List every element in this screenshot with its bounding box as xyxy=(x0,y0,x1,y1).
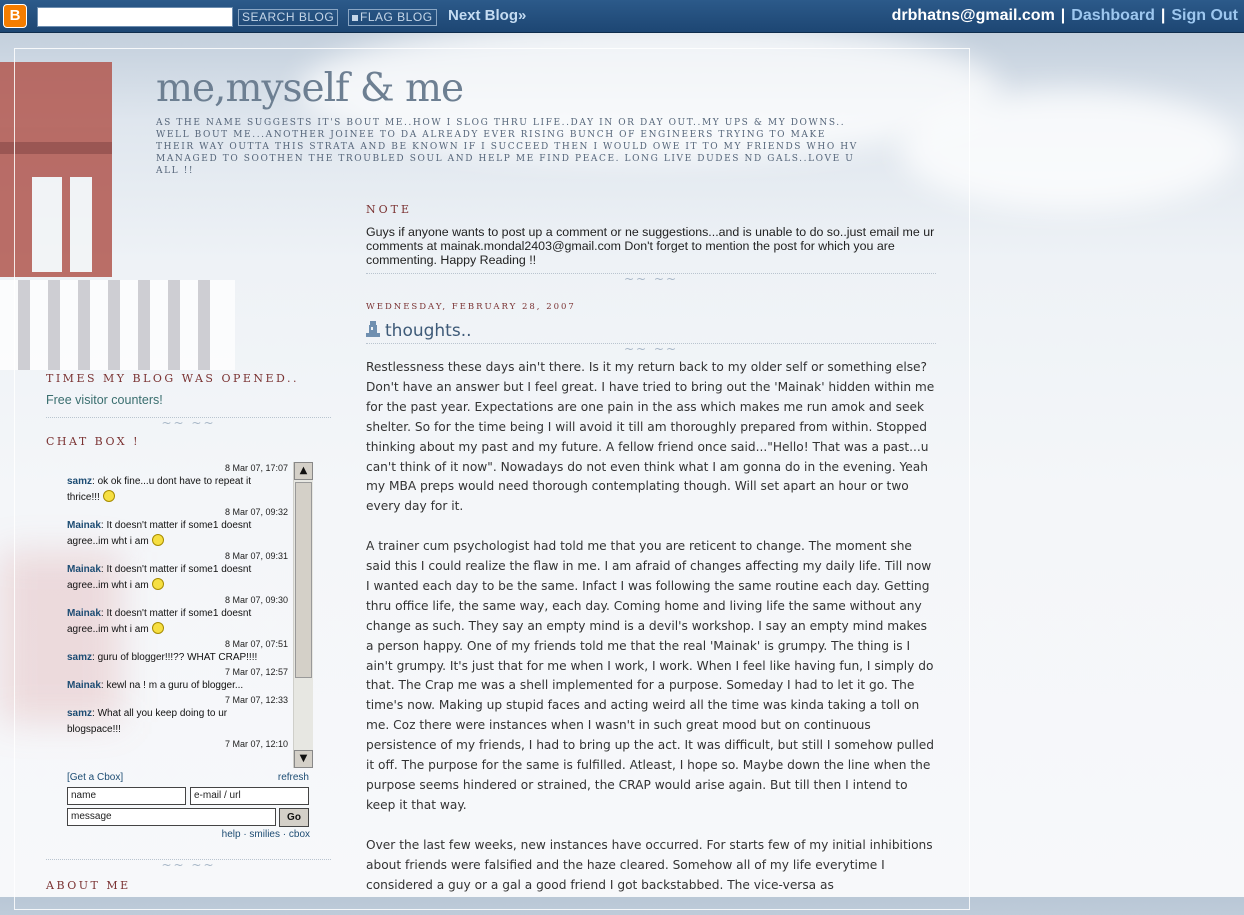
chat-message xyxy=(64,506,292,550)
refresh-link[interactable]: refresh xyxy=(277,772,309,783)
chat-go-button[interactable]: Go xyxy=(279,808,309,827)
chat-message xyxy=(64,666,292,694)
chat-timestamp: 8 Mar 07, 09:30 xyxy=(224,595,288,605)
visitor-counter-link[interactable]: Free visitor counters! xyxy=(46,393,163,407)
chat-message xyxy=(64,462,292,506)
post-paragraph: Over the last few weeks, new instances have occurred. For starts few of my initial inhibitions about friends were falsified and the haze cleared. Somehow all of my life everytime I considered a guy or a gal a good friend I got backstabbed. The vice-versa as xyxy=(366,837,933,892)
post-title-text: thoughts.. xyxy=(385,321,472,341)
chat-timestamp: 8 Mar 07, 09:32 xyxy=(224,507,288,517)
blog-search-input[interactable] xyxy=(37,7,233,27)
chat-timestamp: 7 Mar 07, 12:57 xyxy=(224,667,288,677)
separator: | xyxy=(1060,7,1066,24)
chat-timestamp: 8 Mar 07, 17:07 xyxy=(224,463,288,473)
account-links xyxy=(892,7,1238,25)
cbox-footer-links[interactable]: help · smilies · cbox xyxy=(221,829,310,840)
note-text: Guys if anyone wants to post up a comment or ne suggestions...and is unable to do so..just email me ur comments at mainak.mondal2403@gmail.com Don't forget to mention the post for which you are commenting. Happy Reading !! xyxy=(366,225,935,267)
chat-text: : ok ok fine...u dont have to repeat it xyxy=(92,476,252,487)
chat-text: : kewl na ! m a guru of blogger... xyxy=(100,680,244,691)
divider: ~~ ~~ xyxy=(46,859,331,872)
chat-timestamp: 8 Mar 07, 09:31 xyxy=(224,551,288,561)
blogger-logo-icon[interactable]: B xyxy=(3,4,27,28)
divider: ~~ ~~ xyxy=(366,343,936,356)
chat-timestamp: 8 Mar 07, 07:51 xyxy=(224,639,288,649)
chat-text: : It doesn't matter if some1 doesnt xyxy=(100,564,252,575)
sign-out-link[interactable]: Sign Out xyxy=(1171,7,1238,24)
chat-text: blogspace!!! xyxy=(67,724,121,735)
post-icon xyxy=(366,321,380,337)
smiley-icon xyxy=(103,490,115,502)
divider: ~~ ~~ xyxy=(46,417,331,430)
chat-email-field[interactable]: e-mail / url xyxy=(190,787,309,805)
chat-box-title: CHAT BOX ! xyxy=(46,435,141,448)
chat-author[interactable]: samz xyxy=(67,708,93,719)
post-title[interactable] xyxy=(366,320,936,344)
chat-message-field[interactable]: message xyxy=(67,808,276,826)
chat-text: : What all you keep doing to ur xyxy=(92,708,228,719)
counter-widget-title: TIMES MY BLOG WAS OPENED.. xyxy=(46,372,299,385)
main-column xyxy=(366,203,936,915)
search-blog-button[interactable]: SEARCH BLOG xyxy=(238,9,338,26)
chat-text: : guru of blogger!!!?? WHAT CRAP!!!! xyxy=(92,652,258,663)
blogger-navbar xyxy=(0,0,1244,33)
user-email: drbhatns@gmail.com xyxy=(891,7,1055,24)
sidebar xyxy=(46,372,331,448)
flag-blog-label: FLAG BLOG xyxy=(360,10,433,24)
chat-messages[interactable] xyxy=(64,462,292,768)
scroll-up-icon[interactable]: ▲ xyxy=(294,462,313,480)
chat-author[interactable]: Mainak xyxy=(67,680,101,691)
chat-scrollbar[interactable] xyxy=(293,462,313,768)
get-cbox-link[interactable]: [Get a Cbox] xyxy=(67,772,124,783)
dashboard-link[interactable]: Dashboard xyxy=(1071,7,1155,24)
cbox-links xyxy=(67,772,309,783)
chat-box xyxy=(64,462,314,768)
about-me-title: ABOUT ME xyxy=(46,879,131,892)
blog-description: AS THE NAME SUGGESTS IT'S BOUT ME..HOW I SLOG THRU LIFE..DAY IN OR DAY OUT..MY UPS & MY DOWNS.. WELL BOUT ME...ANOTHER JOINEE TO DA ALREADY EVER RISING BUNCH OF ENGINEERS TRYING TO MAKE THEIR WAY OUTTA THIS STRATA AND BE KNOWN IF I SUCCEED THEN I WOULD OWE IT TO MY FRIENDS WHO HV MANAGED TO SOOTHEN THE TROUBLED SOUL AND HELP ME FIND PEACE. LONG LIVE DUDES ND GALS..LOVE U ALL !! xyxy=(156,118,858,176)
chat-text: : It doesn't matter if some1 doesnt xyxy=(100,520,252,531)
chat-author[interactable]: Mainak xyxy=(67,608,101,619)
chat-text: agree..im wht i am xyxy=(67,624,149,635)
blog-title[interactable]: me,myself & me xyxy=(156,66,464,111)
flag-blog-button[interactable] xyxy=(348,9,437,26)
separator: | xyxy=(1160,7,1166,24)
flag-icon xyxy=(352,15,358,21)
scroll-down-icon[interactable]: ▼ xyxy=(294,750,313,768)
post-body xyxy=(366,358,936,895)
divider: ~~ ~~ xyxy=(366,273,936,286)
note-title: NOTE xyxy=(366,203,413,216)
chat-author[interactable]: samz xyxy=(67,476,93,487)
post-date: WEDNESDAY, FEBRUARY 28, 2007 xyxy=(366,302,576,312)
next-blog-link[interactable]: Next Blog» xyxy=(448,7,527,24)
chat-message xyxy=(64,694,292,738)
chat-author[interactable]: Mainak xyxy=(67,564,101,575)
chat-timestamp: 7 Mar 07, 12:10 xyxy=(224,739,288,749)
chat-message xyxy=(64,594,292,638)
chat-text: thrice!!! xyxy=(67,492,100,503)
chat-author[interactable]: samz xyxy=(67,652,93,663)
chat-message xyxy=(64,638,292,666)
chat-author[interactable]: Mainak xyxy=(67,520,101,531)
scroll-thumb[interactable] xyxy=(295,482,312,678)
smiley-icon xyxy=(152,534,164,546)
post-paragraph: Restlessness these days ain't there. Is it my return back to my older self or something else? Don't have an answer but I feel great. I have tried to bring out the 'Mainak' hidden within me for the past year. Expectations are one pain in the ass which makes me run amok and seek shelter. So for the time being I will avoid it till am thoroughly prepared from within. Stopped thinking about my past and my future. A fellow friend once said..."Hello! That was a past...u can't think of it now". Nowadays do not even think what I am gonna do in the evening. Yeah my MBA preps would need thorough contemplating though. Will set apart an hour or two every day for it. xyxy=(366,360,935,514)
post-paragraph: A trainer cum psychologist had told me that you are reticent to change. The moment she said this I could realize the flaw in me. I am afraid of changes affecting my daily life. Till now I wanted each day to be the same. Infact I was following the same routine each day. Getting thru office life, the same way, each day. Coming home and living life the same without any change as such. They say an empty mind is a devil's workshop. I say an empty mind makes a person happy. One of my friends told me that the real 'Mainak' is grumpy. The thing is I ain't grumpy. It's just that for me when I work, I work. When I feel like having fun, I simply do that. The Crap me was a shell implemented for a purpose. Someday I had to let it go. The time's now. Making up stupid faces and acting weird all the time was kinda taking a toll on me. Coz there were instances when I wasn't in such great mood but on continuous persistence of my friends, I had to bring up the act. It was difficult, but still I somehow pulled it off. The purpose for the same is fulfilled. Atleast, I hope so. Maybe down the line when the purpose seems hindered or strained, the CRAP would arise again. But till then I intend to keep it that way. xyxy=(366,539,935,812)
chat-timestamp: 7 Mar 07, 12:33 xyxy=(224,695,288,705)
smiley-icon xyxy=(152,622,164,634)
smiley-icon xyxy=(152,578,164,590)
chat-message xyxy=(64,550,292,594)
chat-message xyxy=(64,738,292,750)
chat-text: : It doesn't matter if some1 doesnt xyxy=(100,608,252,619)
chat-name-field[interactable]: name xyxy=(67,787,186,805)
chat-text: agree..im wht i am xyxy=(67,536,149,547)
chat-text: agree..im wht i am xyxy=(67,580,149,591)
